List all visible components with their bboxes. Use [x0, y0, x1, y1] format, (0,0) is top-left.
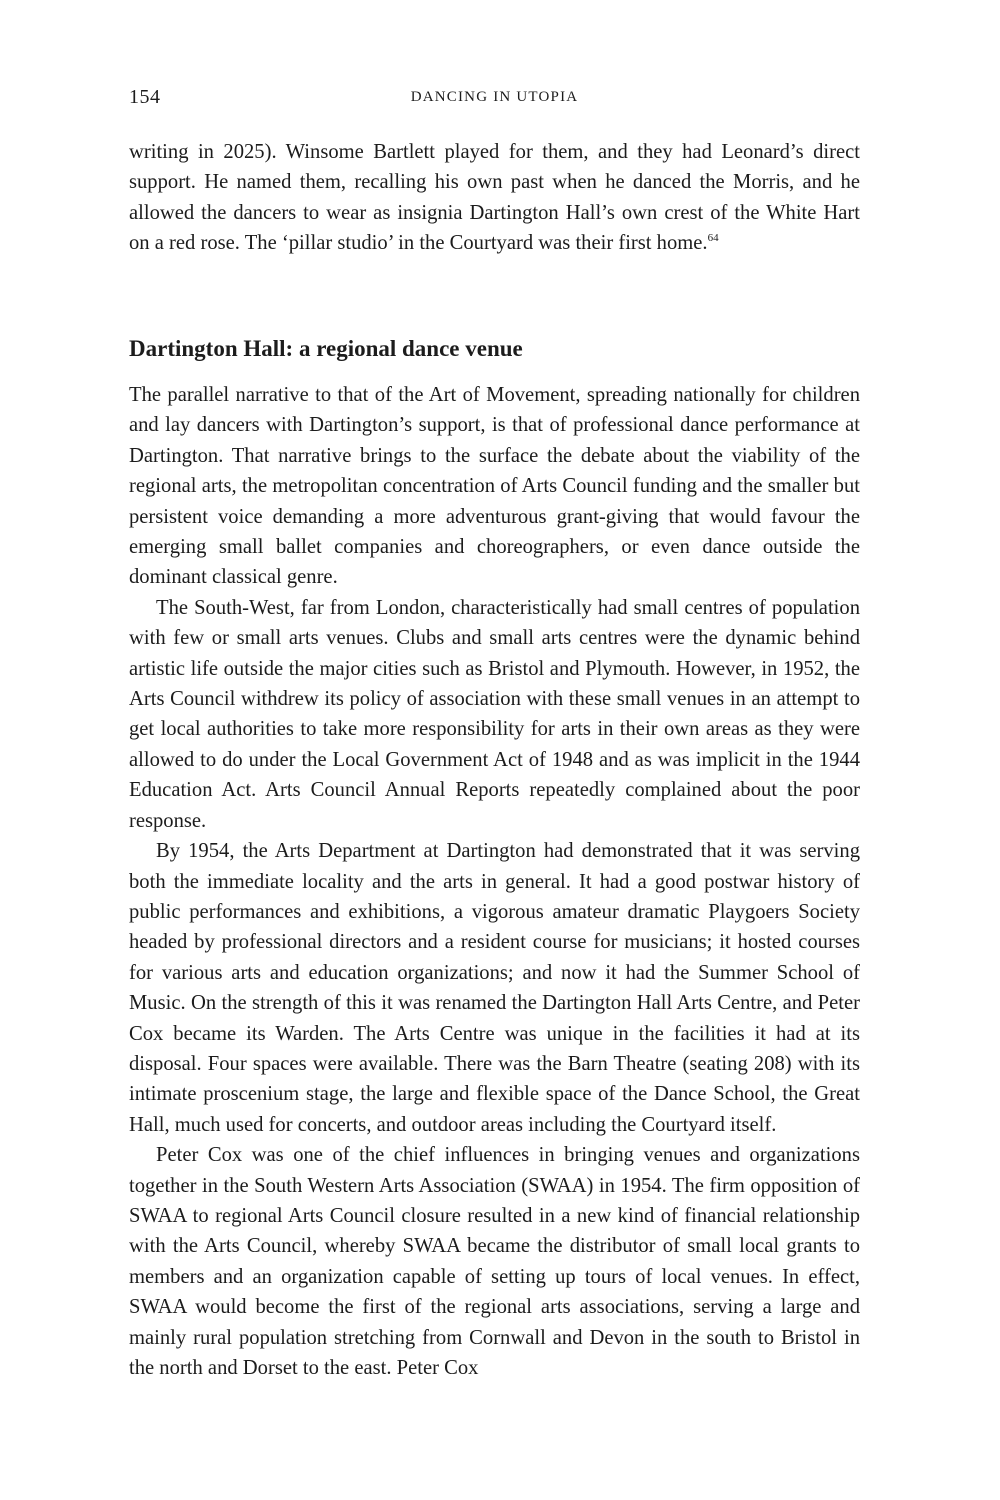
- continuation-text: writing in 2025). Winsome Bartlett played for them, and they had Leonard’s direct support. He named them, recalling his own past when he danced the Morris, and he allowed the dancers to wear as insignia Dartington Hall’s own crest of the White Hart on a red rose. The ‘pillar studio’ in the Courtyard was their first home.: [129, 141, 860, 255]
- section-heading: Dartington Hall: a regional dance venue: [129, 336, 523, 361]
- footnote-reference[interactable]: 64: [707, 232, 719, 245]
- body-paragraph: By 1954, the Arts Department at Dartington had demonstrated that it was serving both the immediate locality and the arts in general. It had a good postwar history of public performances and exhibitions, a vigorous amateur dramatic Playgoers Society headed by professional directors and a resident course for musicians; it hosted courses for various arts and education organizations; and now it had the Summer School of Music. On the strength of this it was renamed the Dartington Hall Arts Centre, and Peter Cox became its Warden. The Arts Centre was unique in the facilities it had at its disposal. Four spaces were available. There was the Barn Theatre (seating 208) with its intimate proscenium stage, the large and flexible space of the Dance School, the Great Hall, much used for concerts, and outdoor areas including the Courtyard itself.: [129, 840, 860, 1136]
- running-title: DANCING IN UTOPIA: [410, 89, 579, 105]
- page-number: 154: [129, 86, 161, 108]
- continuation-paragraph: [129, 137, 860, 259]
- body-paragraph: Peter Cox was one of the chief influences in bringing venues and organizations together in the South Western Arts Association (SWAA) in 1954. The firm opposition of SWAA to regional Arts Council closure resulted in a new kind of financial relationship with the Arts Council, whereby SWAA became the distributor of small local grants to members and an organization capable of setting up tours of local venues. In effect, SWAA would become the first of the regional arts associations, serving a large and mainly rural population stretching from Cornwall and Devon in the south to Bristol in the north and Dorset to the east. Peter Cox: [129, 1144, 860, 1379]
- section-body: [129, 380, 860, 1383]
- running-head: [129, 86, 860, 114]
- body-paragraph: The parallel narrative to that of the Art of Movement, spreading nationally for children and lay dancers with Dartington’s support, is that of professional dance performance at Dartington. That narrative brings to the surface the debate about the viability of the regional arts, the metropolitan concentration of Arts Council funding and the smaller but persistent voice demanding a more adventurous grant-giving that would favour the emerging small ballet companies and choreographers, or even dance outside the dominant classical genre.: [129, 384, 860, 589]
- body-paragraph: The South-West, far from London, characteristically had small centres of population with few or small arts venues. Clubs and small arts centres were the dynamic behind artistic life outside the major cities such as Bristol and Plymouth. However, in 1952, the Arts Council withdrew its policy of association with these small venues in an attempt to get local authorities to take more responsibility for arts in their own areas as they were allowed to do under the Local Government Act of 1948 and as was implicit in the 1944 Education Act. Arts Council Annual Reports repeatedly complained about the poor response.: [129, 596, 860, 832]
